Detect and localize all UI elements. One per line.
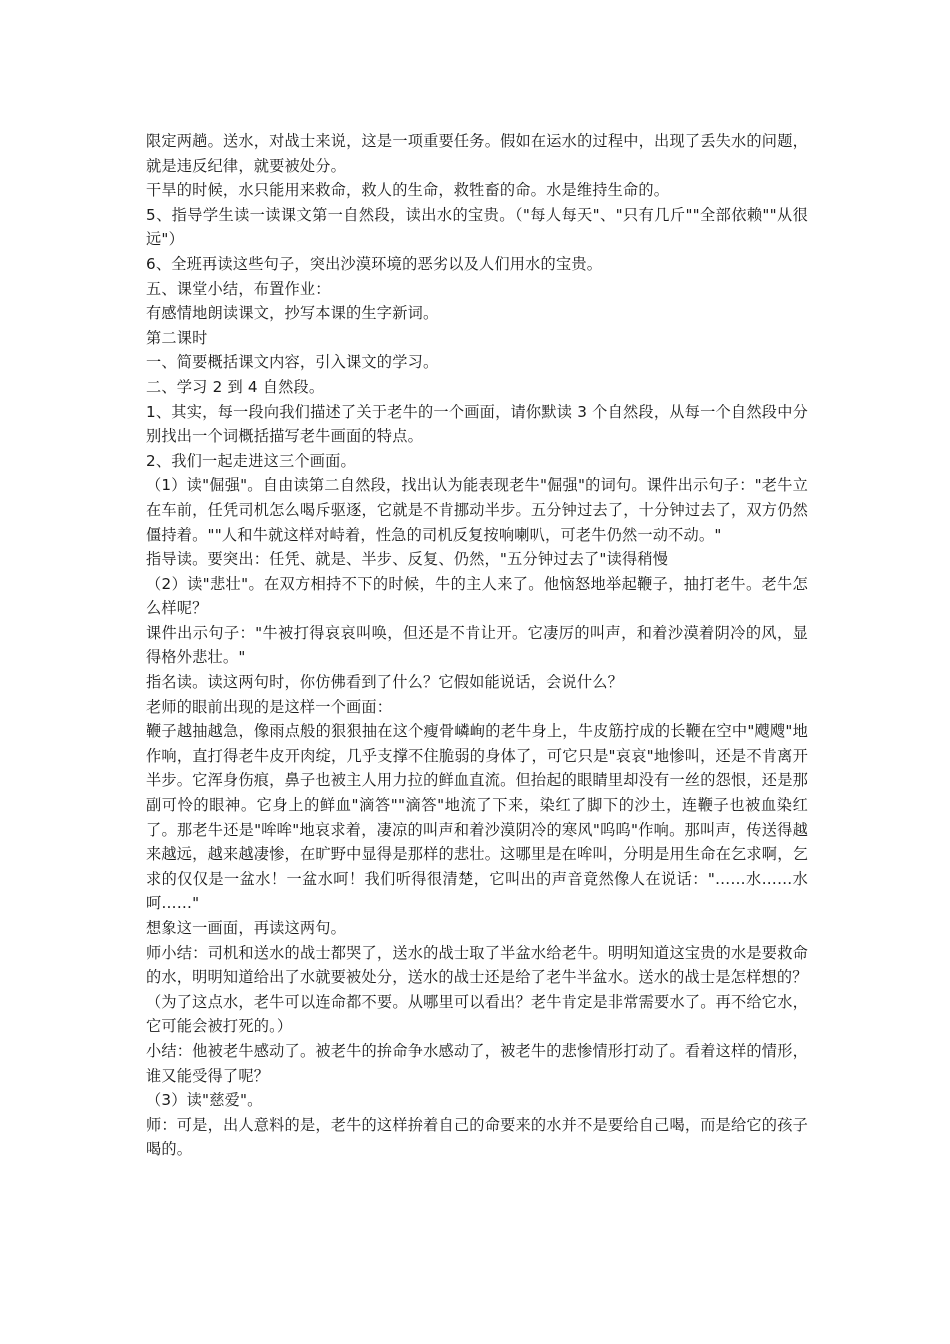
section-heading: 第二课时 xyxy=(146,328,208,347)
paragraph: 想象这一画面，再读这两句。 xyxy=(146,919,347,937)
paragraph: 6、全班再读这些句子，突出沙漠环境的恶劣以及人们用水的宝贵。 xyxy=(146,254,603,273)
section-heading: 五、课堂小结，布置作业： xyxy=(146,279,331,298)
paragraph: 1、其实，每一段向我们描述了关于老牛的一个画面，请你默读 3 个自然段，从每一个自然段中分别找出一个词概括描写老牛画面的特点。 xyxy=(146,402,808,446)
paragraph: 2、我们一起走进这三个画面。 xyxy=(146,451,356,470)
paragraph: 限定两趟。送水，对战士来说，这是一项重要任务。假如在运水的过程中，出现了丢失水的问题，就是违反纪律，就要被处分。 xyxy=(146,132,808,175)
paragraph: 师小结：司机和送水的战士都哭了，送水的战士取了半盆水给老牛。明明知道这宝贵的水是要救命的水，明明知道给出了水就要被处分，送水的战士还是给了老牛半盆水。送水的战士是怎样想的？ xyxy=(146,943,808,987)
paragraph: 师：可是，出人意料的是，老牛的这样拚着自己的命要来的水并不是要给自己喝，而是给它的孩子喝的。 xyxy=(146,1115,808,1159)
section-heading: 二、学习 2 到 4 自然段。 xyxy=(146,377,325,396)
paragraph: 指名读。读这两句时，你仿佛看到了什么？它假如能说话，会说什么？ xyxy=(146,673,624,692)
paragraph: 老师的眼前出现的是这样一个画面： xyxy=(146,697,393,716)
paragraph: （为了这点水，老牛可以连命都不要。从哪里可以看出？老牛肯定是非常需要水了。再不给它水，它可能会被打死的。） xyxy=(146,992,808,1036)
document-page xyxy=(146,129,808,1162)
paragraph: （1）读"倔强"。自由读第二自然段，找出认为能表现老牛"倔强"的词句。课件出示句子："老牛立在车前，任凭司机怎么喝斥驱逐，它就是不肯挪动半步。五分钟过去了，十分钟过去了，双方仍然僵持着。""人和牛就这样对峙着，性急的司机反复按响喇叭，可老牛仍然一动不动。" xyxy=(146,476,808,544)
paragraph: 干旱的时候，水只能用来救命，救人的生命，救牲畜的命。水是维持生命的。 xyxy=(146,181,670,200)
paragraph: 小结：他被老牛感动了。被老牛的拚命争水感动了，被老牛的悲惨情形打动了。看着这样的情形，谁又能受得了呢？ xyxy=(146,1041,808,1085)
paragraph: 指导读。要突出：任凭、就是、半步、反复、仍然，"五分钟过去了"读得稍慢 xyxy=(146,550,669,569)
paragraph: 有感情地朗读课文，抄写本课的生字新词。 xyxy=(146,304,439,323)
paragraph: （3）读"慈爱"。 xyxy=(146,1091,263,1110)
paragraph: 5、指导学生读一读课文第一自然段，读出水的宝贵。（"每人每天"、"只有几斤""全部依赖""从很远"） xyxy=(146,205,808,249)
paragraph: 课件出示句子："牛被打得哀哀叫唤，但还是不肯让开。它凄厉的叫声，和着沙漠着阴冷的风，显得格外悲壮。" xyxy=(146,623,808,667)
paragraph: 鞭子越抽越急，像雨点般的狠狠抽在这个瘦骨嶙峋的老牛身上，牛皮筋拧成的长鞭在空中"飕飕"地作响，直打得老牛皮开肉绽，几乎支撑不住脆弱的身体了，可它只是"哀哀"地惨叫，还是不肯离开半步。它浑身伤痕，鼻子也被主人用力拉的鲜血直流。但抬起的眼睛里却没有一丝的怨恨，还是那副可怜的眼神。它身上的鲜血"滴答""滴答"地流了下来，染红了脚下的沙土，连鞭子也被血染红了。那老牛还是"哞哞"地哀求着，凄凉的叫声和着沙漠阴冷的寒风"呜呜"作响。那叫声，传送得越来越远，越来越凄惨，在旷野中显得是那样的悲壮。这哪里是在哞叫，分明是用生命在乞求啊，乞求的仅仅是一盆水！一盆水呵！我们听得很清楚，它叫出的声音竟然像人在说话："……水……水呵……" xyxy=(146,722,808,913)
paragraph: （2）读"悲壮"。在双方相持不下的时候，牛的主人来了。他恼怒地举起鞭子，抽打老牛。老牛怎么样呢？ xyxy=(146,574,808,618)
section-heading: 一、简要概括课文内容，引入课文的学习。 xyxy=(146,353,439,372)
